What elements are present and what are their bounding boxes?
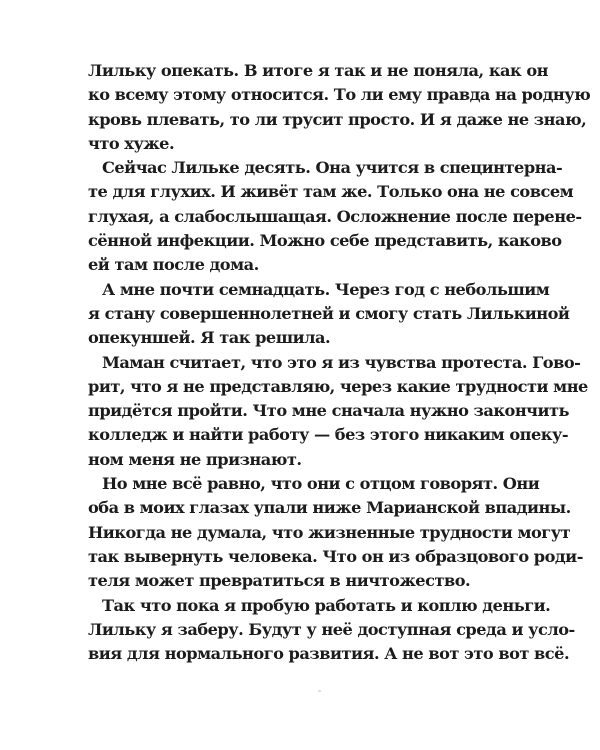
text-line: я стану совершеннолетней и смогу стать Лилькиной [88, 303, 570, 323]
paragraph [88, 156, 582, 277]
text-line: глухая, а слабослышащая. Осложнение после перене- [88, 206, 582, 226]
text-line: так вывернуть человека. Что он из образцового роди- [88, 546, 583, 566]
text-line: Так что пока я пробую работать и коплю деньги. [102, 595, 551, 615]
paragraph [88, 278, 570, 351]
text-line: оба в моих глазах упали ниже Марианской впадины. [88, 498, 571, 518]
text-line: Лильку опекать. В итоге я так и не поняла, как он [88, 61, 548, 80]
text-line: сённой инфекции. Можно себе представить, каково [88, 231, 562, 251]
text-line: ко всему этому относится. То ли ему правда на родную [88, 85, 591, 105]
text-line: вия для нормального развития. А не вот это вот всё. [88, 644, 570, 664]
text-line: Лильку я заберу. Будут у неё доступная среда и усло- [88, 619, 575, 639]
text-line: придётся пройти. Что мне сначала нужно закончить [88, 401, 570, 421]
text-line: ном меня не признают. [88, 449, 302, 469]
book-page-text [88, 59, 591, 666]
scan-speck [318, 690, 321, 692]
text-line: Но мне всё равно, что они с отцом говорят. Они [102, 474, 540, 494]
text-line: рит, что я не представляю, через какие трудности мне [88, 376, 588, 396]
text-line: опекуншей. Я так решила. [88, 328, 331, 348]
paragraph [88, 594, 575, 667]
text-line: Маман считает, что это я из чувства протеста. Гово- [102, 352, 581, 372]
paragraph [88, 472, 583, 593]
text-line: теля может превратиться в ничтожество. [88, 571, 471, 591]
text-line: кровь плевать, то ли трусит просто. И я даже не знаю, [88, 109, 587, 129]
text-line: те для глухих. И живёт там же. Только она не совсем [88, 182, 574, 202]
paragraph [88, 351, 588, 472]
text-line: Никогда не думала, что жизненные трудности могут [88, 522, 571, 542]
text-line: А мне почти семнадцать. Через год с небольшим [102, 279, 550, 299]
paragraph [88, 59, 591, 156]
text-line: колледж и найти работу — без этого никаким опеку- [88, 425, 569, 445]
text-line: что хуже. [88, 133, 175, 153]
text-line: Сейчас Лильке десять. Она учится в специнтерна- [102, 158, 563, 178]
text-line: ей там после дома. [88, 255, 259, 275]
